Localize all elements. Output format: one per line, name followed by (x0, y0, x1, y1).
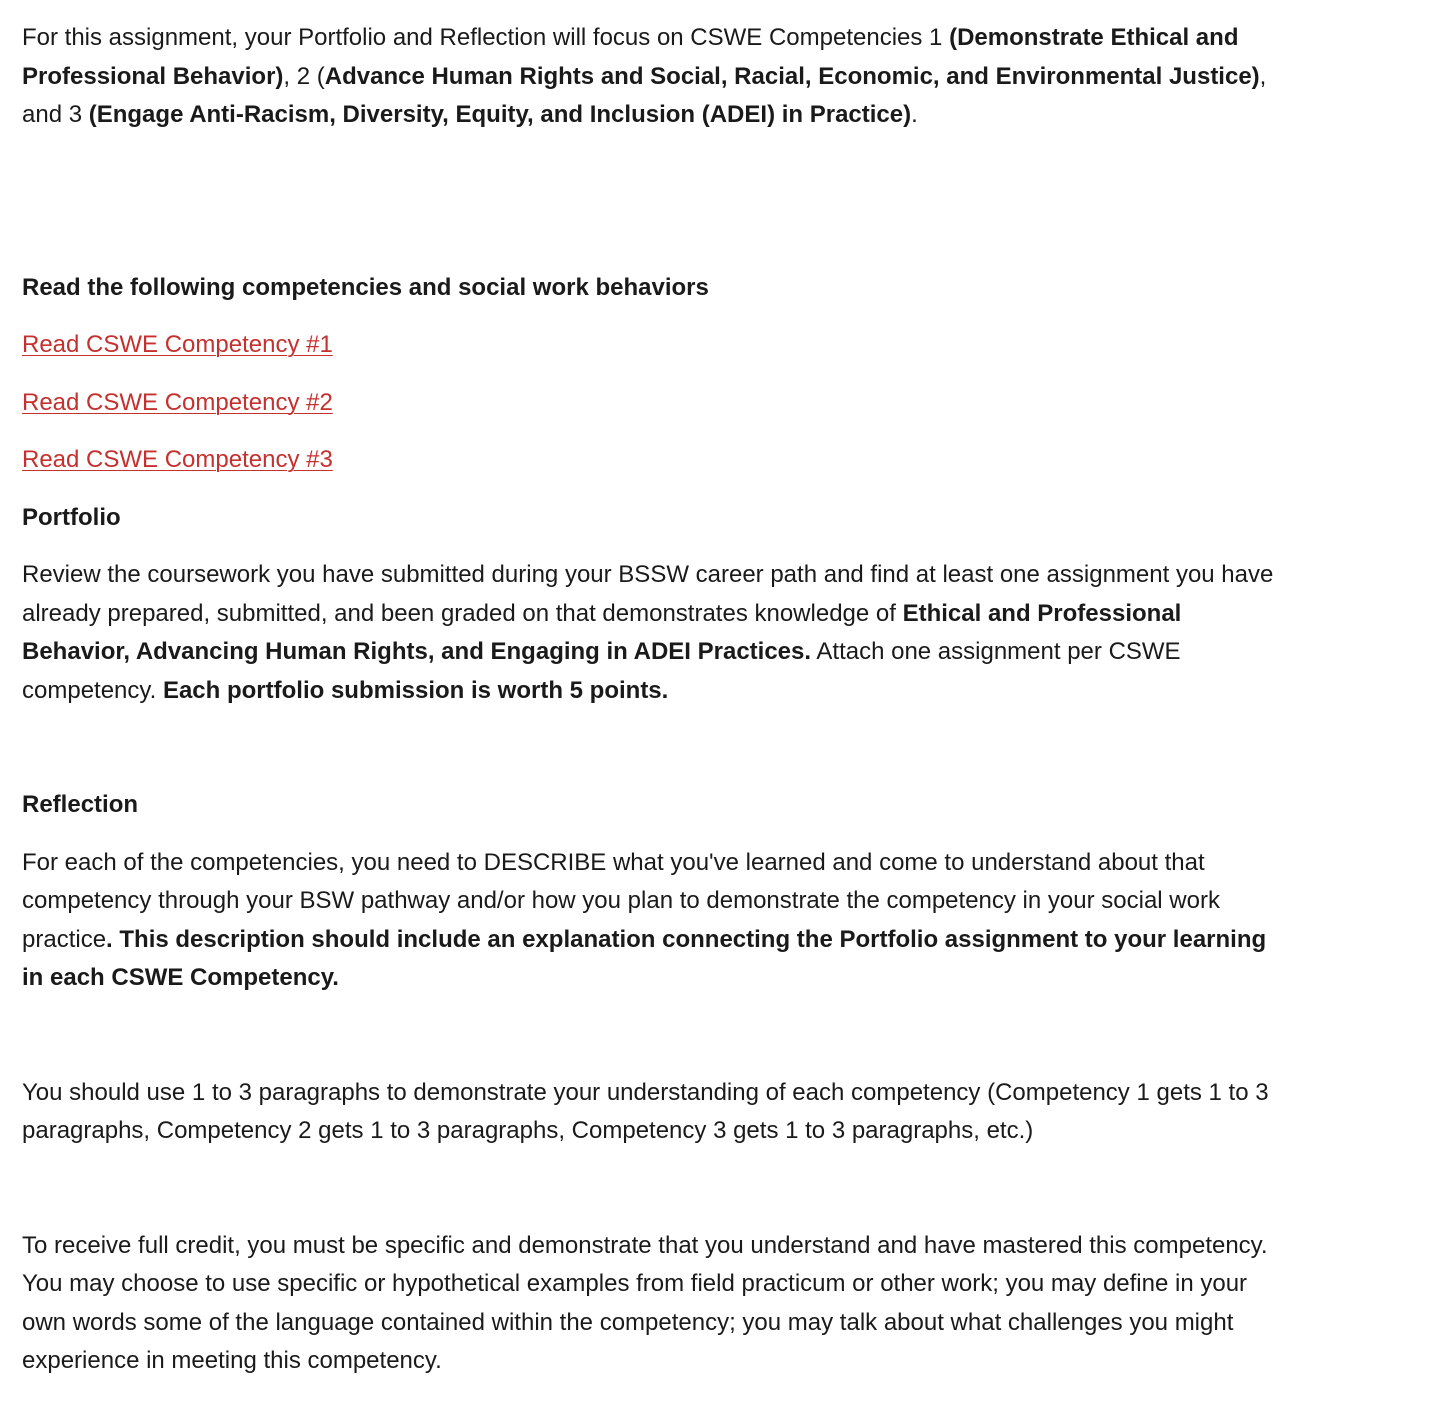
spacer (22, 1151, 1292, 1227)
read-section-heading: Read the following competencies and social work behaviors (22, 273, 709, 301)
reflection-paragraph-2: You should use 1 to 3 paragraphs to demonstrate your understanding of each competency (Competency 1 gets 1 to 3 paragraphs, Competency 2 gets 1 to 3 paragraphs, Competency 3 gets 1 to 3 paragraphs, etc.) (22, 1078, 1269, 1144)
competency-2-link-line (22, 384, 1292, 423)
competency-1-link[interactable]: Read CSWE Competency #1 (22, 331, 333, 358)
competency-3-link-line (22, 441, 1292, 480)
intro-text-2: , 2 ( (283, 62, 325, 90)
intro-text-1: For this assignment, your Portfolio and Reflection will focus on CSWE Competencies 1 (22, 24, 950, 51)
portfolio-text-1: Review the coursework you have submitted during your BSSW career path and find at least one assignment you have already prepared, submitted, and been graded on that demonstrates knowledge of (22, 561, 1274, 627)
intro-text-4: . (911, 101, 918, 128)
intro-text-3: , and 3 (22, 62, 1267, 128)
intro-paragraph (22, 19, 1292, 135)
intro-competency-1: (Demonstrate Ethical and Professional Behavior) (22, 24, 1239, 90)
intro-competency-2: Advance Human Rights and Social, Racial, Economic, and Environmental Justice) (324, 62, 1260, 90)
competency-2-link[interactable]: Read CSWE Competency #2 (22, 388, 333, 416)
portfolio-bold-1: Ethical and Professional Behavior, Advancing Human Rights, and Engaging in ADEI Practices. (22, 599, 1182, 665)
spacer (22, 710, 1292, 786)
reflection-p1-bold: . This description should include an explanation connecting the Portfolio assignment to your learning in each CSWE Competency. (22, 925, 1267, 991)
spacer (22, 998, 1292, 1074)
reflection-heading: Reflection (22, 791, 139, 818)
portfolio-text-2: Attach one assignment per CSWE competency. (22, 638, 1181, 704)
portfolio-heading: Portfolio (22, 503, 121, 531)
reflection-paragraph-1 (22, 844, 1292, 998)
intro-competency-3: (Engage Anti-Racism, Diversity, Equity, and Inclusion (ADEI) in Practice) (88, 101, 912, 128)
portfolio-paragraph (22, 556, 1292, 710)
portfolio-points: Each portfolio submission is worth 5 points. (162, 676, 669, 704)
assignment-content (22, 19, 1292, 1381)
spacer (22, 135, 1292, 269)
reflection-paragraph-3: To receive full credit, you must be specific and demonstrate that you understand and have mastered this competency. You may choose to use specific or hypothetical examples from field practicum or other work; you may define in your own words some of the language contained within the competency; you may talk about what challenges you might experience in meeting this competency. (22, 1231, 1268, 1374)
competency-1-link-line (22, 326, 1292, 365)
competency-3-link[interactable]: Read CSWE Competency #3 (22, 446, 333, 473)
reflection-p1-text: For each of the competencies, you need to DESCRIBE what you've learned and come to understand about that competency through your BSW pathway and/or how you plan to demonstrate the competency in your social work practice (22, 848, 1220, 953)
